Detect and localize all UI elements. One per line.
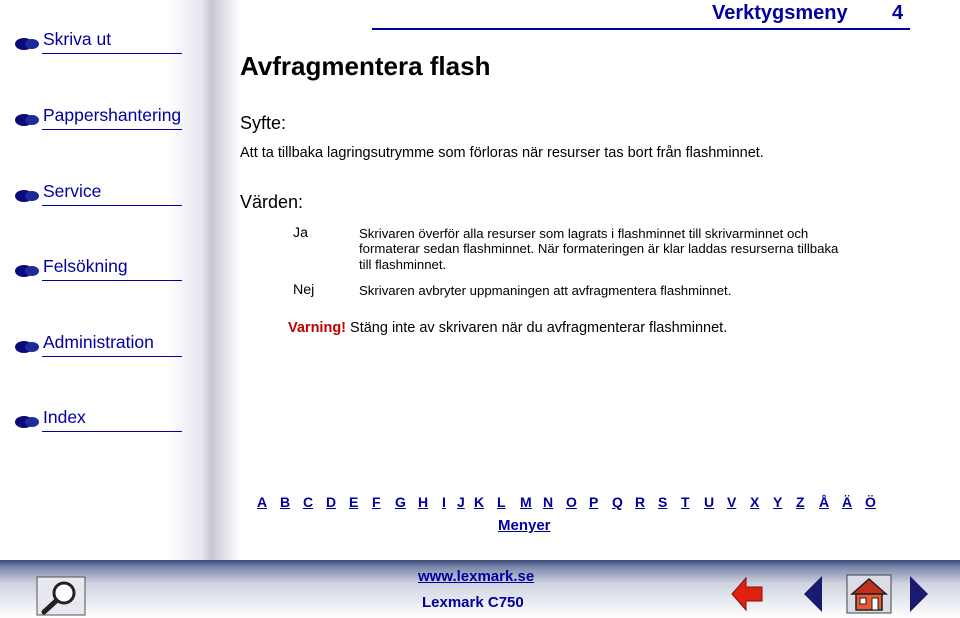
- sidebar-item-paper-handling[interactable]: [12, 104, 184, 134]
- alphabet-letter-link[interactable]: V: [727, 494, 737, 510]
- alphabet-letter-link[interactable]: L: [497, 494, 506, 510]
- alphabet-letter-link[interactable]: E: [349, 494, 359, 510]
- desc-line: Skrivaren avbryter uppmaningen att avfragmentera flashminnet.: [359, 283, 732, 298]
- sidebar-item-label[interactable]: Index: [43, 407, 86, 427]
- alphabet-letter-link[interactable]: K: [474, 494, 485, 510]
- divider: [42, 431, 182, 432]
- divider: [42, 356, 182, 357]
- sidebar-item-label[interactable]: Skriva ut: [43, 29, 112, 49]
- ellipse-arrow-icon: [14, 339, 40, 355]
- sidebar-item-print[interactable]: [12, 28, 184, 58]
- sidebar-item-administration[interactable]: [12, 331, 184, 361]
- warning: [288, 320, 727, 336]
- alphabet-letter-link[interactable]: F: [372, 494, 381, 510]
- alphabet-letter-link[interactable]: D: [326, 494, 337, 510]
- sidebar-item-service[interactable]: [12, 180, 184, 210]
- ellipse-arrow-icon: [14, 263, 40, 279]
- warning-text: Stäng inte av skrivaren när du avfragmenterar flashminnet.: [346, 320, 728, 336]
- alphabet-letter-link[interactable]: Q: [612, 494, 623, 510]
- divider: [42, 280, 182, 281]
- sidebar-item-label[interactable]: Felsökning: [43, 256, 128, 276]
- alphabet-letter-link[interactable]: O: [566, 494, 577, 510]
- warning-label: Varning!: [288, 320, 347, 336]
- sidebar-item-label[interactable]: Service: [43, 181, 102, 201]
- value-desc-no: [359, 283, 919, 298]
- sidebar-item-label[interactable]: Administration: [43, 332, 154, 352]
- desc-line: Skrivaren överför alla resurser som lagrats i flashminnet till skrivarminnet och: [359, 226, 809, 241]
- value-desc-yes: [359, 226, 919, 272]
- alphabet-letter-link[interactable]: X: [750, 494, 760, 510]
- header-rule: [372, 28, 910, 30]
- value-label-no: Nej: [293, 282, 315, 298]
- alphabet-letter-link[interactable]: C: [303, 494, 314, 510]
- alphabet-letter-link[interactable]: J: [457, 494, 465, 510]
- alphabet-letter-link[interactable]: I: [442, 494, 446, 510]
- alphabet-letter-link[interactable]: H: [418, 494, 429, 510]
- alphabet-letter-link[interactable]: U: [704, 494, 715, 510]
- sidebar-item-index[interactable]: [12, 406, 184, 436]
- footer-url-link[interactable]: www.lexmark.se: [418, 568, 535, 585]
- divider: [42, 129, 182, 130]
- alphabet-letter-link[interactable]: T: [681, 494, 690, 510]
- page-title: Avfragmentera flash: [240, 51, 491, 81]
- ellipse-arrow-icon: [14, 112, 40, 128]
- alphabet-letter-link[interactable]: N: [543, 494, 554, 510]
- desc-line: till flashminnet.: [359, 256, 447, 272]
- values-heading: Värden:: [240, 192, 304, 212]
- sidebar-item-troubleshooting[interactable]: [12, 255, 184, 285]
- alphabet-letter-link[interactable]: B: [280, 494, 291, 510]
- alphabet-letter-link[interactable]: G: [395, 494, 406, 510]
- sidebar: [0, 0, 240, 560]
- menus-link[interactable]: Menyer: [498, 517, 551, 534]
- ellipse-arrow-icon: [14, 414, 40, 430]
- alphabet-letter-link[interactable]: Å: [819, 494, 830, 510]
- desc-line: formaterar sedan flashminnet. När formateringen är klar laddas resurserna tillbaka: [359, 241, 839, 257]
- ellipse-arrow-icon: [14, 36, 40, 52]
- ellipse-arrow-icon: [14, 188, 40, 204]
- prev-triangle-icon[interactable]: [802, 574, 824, 614]
- alphabet-letter-link[interactable]: S: [658, 494, 668, 510]
- alphabet-letter-link[interactable]: Z: [796, 494, 805, 510]
- alphabet-letter-link[interactable]: Ö: [865, 494, 876, 510]
- next-triangle-icon[interactable]: [908, 574, 930, 614]
- back-arrow-icon[interactable]: [730, 574, 764, 614]
- alphabet-letter-link[interactable]: R: [635, 494, 646, 510]
- divider: [42, 205, 182, 206]
- alphabet-letter-link[interactable]: P: [589, 494, 599, 510]
- sidebar-item-label[interactable]: Pappershantering: [43, 105, 182, 125]
- alphabet-letter-link[interactable]: A: [257, 494, 268, 510]
- page-number: 4: [892, 2, 904, 24]
- footer-product: Lexmark C750: [422, 594, 524, 611]
- alphabet-letter-link[interactable]: Ä: [842, 494, 853, 510]
- alphabet-index: [257, 494, 897, 514]
- header-title: Verktygsmeny: [712, 2, 848, 24]
- divider: [42, 53, 182, 54]
- alphabet-letter-link[interactable]: M: [520, 494, 532, 510]
- value-label-yes: Ja: [293, 225, 308, 241]
- home-icon[interactable]: [846, 574, 892, 614]
- magnifier-icon[interactable]: [36, 576, 86, 616]
- purpose-text: Att ta tillbaka lagringsutrymme som förloras när resurser tas bort från flashminnet.: [240, 145, 764, 161]
- alphabet-letter-link[interactable]: Y: [773, 494, 783, 510]
- purpose-heading: Syfte:: [240, 113, 287, 133]
